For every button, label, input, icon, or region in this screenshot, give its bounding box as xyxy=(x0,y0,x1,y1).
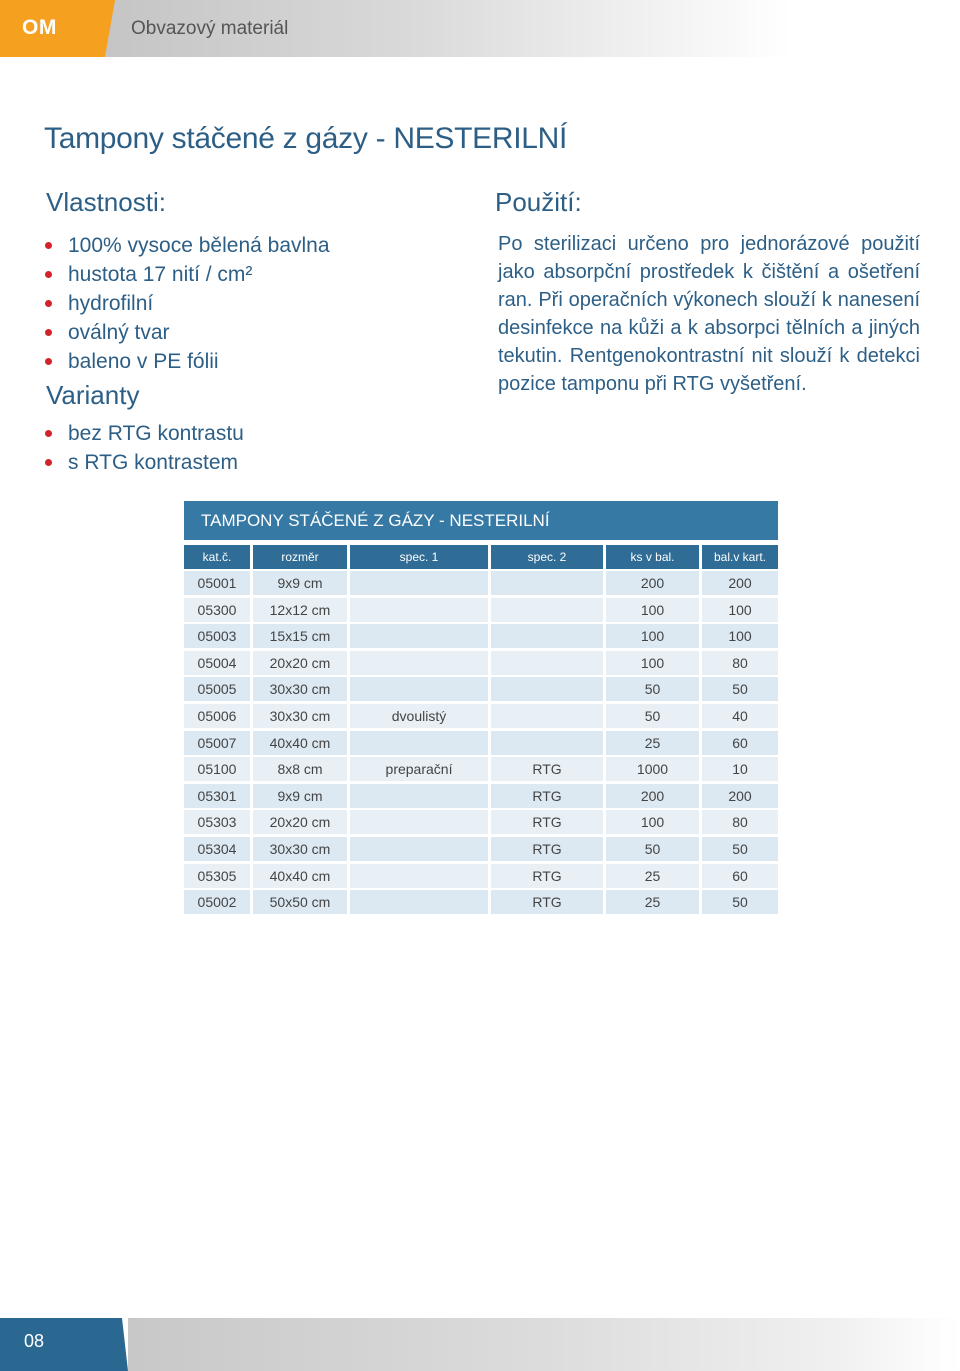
table-row xyxy=(0,677,960,701)
cell-cat-number: 05003 xyxy=(184,624,250,648)
cell-pcs-per-pack: 1000 xyxy=(606,757,699,781)
cell-cat-number: 05304 xyxy=(184,837,250,861)
cell-size: 40x40 cm xyxy=(253,731,347,755)
cell-size: 50x50 cm xyxy=(253,890,347,914)
table-row xyxy=(0,784,960,808)
table-row xyxy=(0,704,960,728)
cell-spec-1: preparační xyxy=(350,757,488,781)
column-header-spec-2: spec. 2 xyxy=(491,545,603,569)
cell-pcs-per-pack: 100 xyxy=(606,810,699,834)
cell-pcs-per-pack: 50 xyxy=(606,677,699,701)
table-row xyxy=(0,810,960,834)
cell-spec-2 xyxy=(491,598,603,622)
cell-cat-number: 05004 xyxy=(184,651,250,675)
cell-size: 30x30 cm xyxy=(253,704,347,728)
column-header-spec-1: spec. 1 xyxy=(350,545,488,569)
cell-cat-number: 05007 xyxy=(184,731,250,755)
cell-cat-number: 05300 xyxy=(184,598,250,622)
variants-list xyxy=(44,419,244,477)
cell-packs-per-carton: 50 xyxy=(702,677,778,701)
table-row xyxy=(0,651,960,675)
cell-cat-number: 05005 xyxy=(184,677,250,701)
column-header-pcs-per-pack: ks v bal. xyxy=(606,545,699,569)
cell-size: 30x30 cm xyxy=(253,677,347,701)
column-header-cat-number: kat.č. xyxy=(184,545,250,569)
list-item: hydrofilní xyxy=(44,289,330,318)
cell-pcs-per-pack: 100 xyxy=(606,651,699,675)
table-row xyxy=(0,837,960,861)
table-row xyxy=(0,864,960,888)
cell-pcs-per-pack: 25 xyxy=(606,864,699,888)
cell-spec-2: RTG xyxy=(491,784,603,808)
list-item: bez RTG kontrastu xyxy=(44,419,244,448)
cell-spec-1 xyxy=(350,598,488,622)
cell-cat-number: 05100 xyxy=(184,757,250,781)
cell-spec-2 xyxy=(491,677,603,701)
cell-cat-number: 05002 xyxy=(184,890,250,914)
table-row xyxy=(0,757,960,781)
cell-size: 9x9 cm xyxy=(253,784,347,808)
cell-pcs-per-pack: 100 xyxy=(606,624,699,648)
cell-size: 12x12 cm xyxy=(253,598,347,622)
cell-packs-per-carton: 10 xyxy=(702,757,778,781)
cell-packs-per-carton: 100 xyxy=(702,624,778,648)
cell-spec-1 xyxy=(350,864,488,888)
table-row xyxy=(0,731,960,755)
cell-spec-1: dvoulistý xyxy=(350,704,488,728)
page-number: 08 xyxy=(24,1331,45,1351)
list-item: s RTG kontrastem xyxy=(44,448,244,477)
page-number-tab xyxy=(0,1318,128,1371)
usage-heading: Použití: xyxy=(495,187,582,217)
cell-spec-2 xyxy=(491,651,603,675)
cell-cat-number: 05006 xyxy=(184,704,250,728)
cell-spec-2: RTG xyxy=(491,837,603,861)
cell-cat-number: 05305 xyxy=(184,864,250,888)
section-title: Obvazový materiál xyxy=(131,18,289,39)
cell-pcs-per-pack: 25 xyxy=(606,731,699,755)
cell-cat-number: 05303 xyxy=(184,810,250,834)
cell-spec-1 xyxy=(350,890,488,914)
cell-size: 40x40 cm xyxy=(253,864,347,888)
cell-packs-per-carton: 50 xyxy=(702,837,778,861)
table-row xyxy=(0,598,960,622)
cell-pcs-per-pack: 200 xyxy=(606,784,699,808)
cell-spec-1 xyxy=(350,571,488,595)
cell-packs-per-carton: 100 xyxy=(702,598,778,622)
list-item: 100% vysoce bělená bavlna xyxy=(44,231,330,260)
cell-spec-1 xyxy=(350,677,488,701)
cell-cat-number: 05001 xyxy=(184,571,250,595)
cell-packs-per-carton: 80 xyxy=(702,810,778,834)
cell-packs-per-carton: 40 xyxy=(702,704,778,728)
cell-size: 8x8 cm xyxy=(253,757,347,781)
table-title: TAMPONY STÁČENÉ Z GÁZY - NESTERILNÍ xyxy=(201,511,550,530)
cell-spec-1 xyxy=(350,731,488,755)
cell-cat-number: 05301 xyxy=(184,784,250,808)
table-row xyxy=(0,890,960,914)
table-row xyxy=(0,624,960,648)
cell-size: 9x9 cm xyxy=(253,571,347,595)
cell-size: 30x30 cm xyxy=(253,837,347,861)
variants-heading: Varianty xyxy=(46,380,140,410)
cell-spec-1 xyxy=(350,810,488,834)
cell-pcs-per-pack: 200 xyxy=(606,571,699,595)
cell-pcs-per-pack: 100 xyxy=(606,598,699,622)
cell-spec-1 xyxy=(350,837,488,861)
cell-packs-per-carton: 200 xyxy=(702,571,778,595)
cell-size: 15x15 cm xyxy=(253,624,347,648)
cell-spec-2: RTG xyxy=(491,757,603,781)
cell-spec-2 xyxy=(491,571,603,595)
cell-pcs-per-pack: 25 xyxy=(606,890,699,914)
column-header-size: rozměr xyxy=(253,545,347,569)
cell-size: 20x20 cm xyxy=(253,651,347,675)
cell-spec-1 xyxy=(350,651,488,675)
cell-spec-2: RTG xyxy=(491,864,603,888)
table-row xyxy=(0,571,960,595)
cell-packs-per-carton: 60 xyxy=(702,864,778,888)
table-title-bar xyxy=(184,501,778,540)
cell-packs-per-carton: 60 xyxy=(702,731,778,755)
cell-packs-per-carton: 50 xyxy=(702,890,778,914)
list-item: oválný tvar xyxy=(44,318,330,347)
list-item: hustota 17 nití / cm² xyxy=(44,260,330,289)
cell-spec-2: RTG xyxy=(491,890,603,914)
cell-spec-2: RTG xyxy=(491,810,603,834)
cell-pcs-per-pack: 50 xyxy=(606,837,699,861)
cell-packs-per-carton: 80 xyxy=(702,651,778,675)
list-item: baleno v PE fólii xyxy=(44,347,330,376)
cell-spec-1 xyxy=(350,624,488,648)
properties-list xyxy=(44,231,330,376)
cell-spec-2 xyxy=(491,624,603,648)
column-header-packs-per-carton: bal.v kart. xyxy=(702,545,778,569)
usage-text: Po sterilizaci určeno pro jednorázové použití jako absorpční prostředek k čištění a ošetření ran. Při operačních výkonech slouží k nanesení desinfekce na kůži a k absorpci tělních a jiných tekutin. Rentgenokontrastní nit slouží k detekci pozice tamponu při RTG vyšetření. xyxy=(498,233,920,395)
cell-packs-per-carton: 200 xyxy=(702,784,778,808)
cell-spec-2 xyxy=(491,731,603,755)
cell-spec-2 xyxy=(491,704,603,728)
cell-spec-1 xyxy=(350,784,488,808)
footer-bar xyxy=(128,1318,960,1371)
cell-pcs-per-pack: 50 xyxy=(606,704,699,728)
cell-size: 20x20 cm xyxy=(253,810,347,834)
properties-heading: Vlastnosti: xyxy=(46,187,166,217)
page-title: Tampony stáčené z gázy - NESTERILNÍ xyxy=(44,122,568,155)
section-code: OM xyxy=(22,16,57,39)
